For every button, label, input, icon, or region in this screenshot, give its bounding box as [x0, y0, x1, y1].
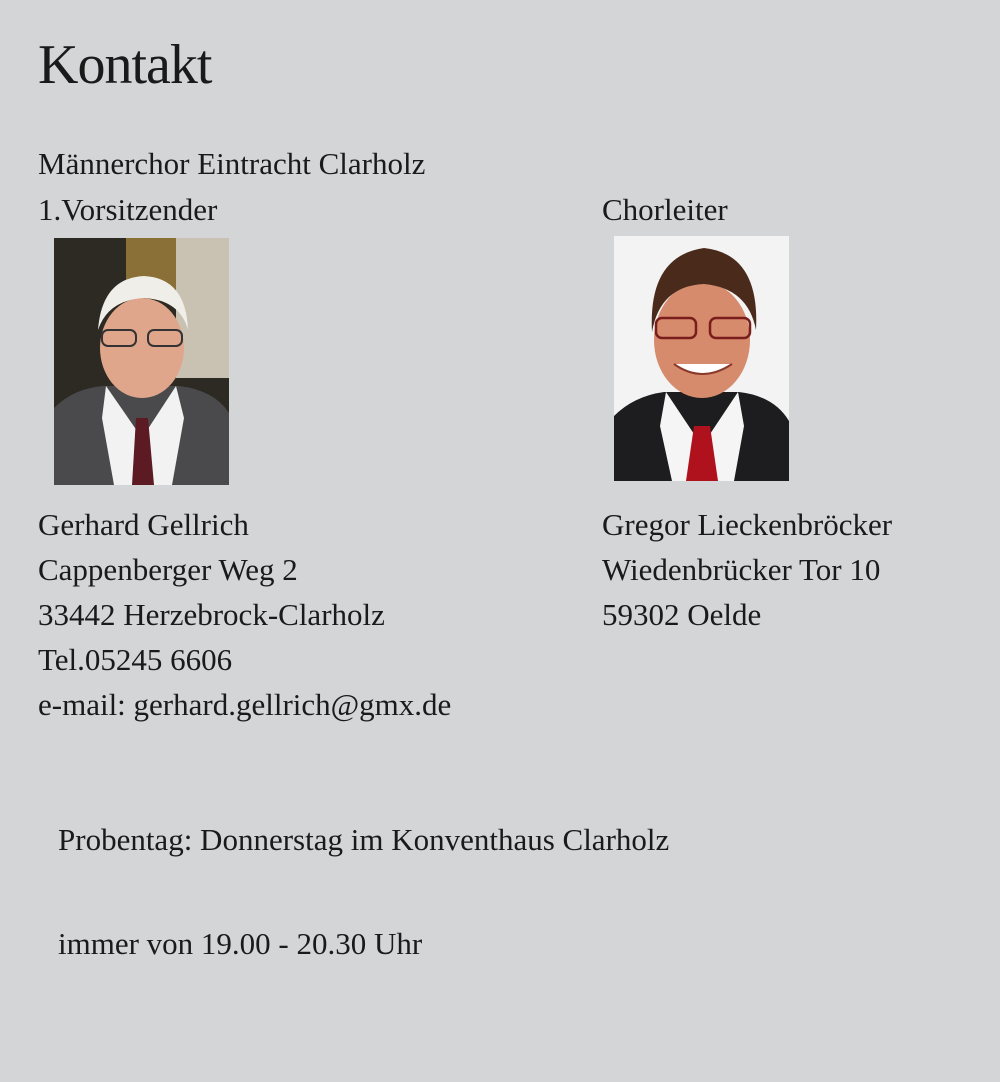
chairman-street: Cappenberger Weg 2: [38, 552, 298, 587]
chairman-phone: Tel.05245 6606: [38, 642, 233, 677]
rehearsal-time: immer von 19.00 - 20.30 Uhr: [58, 926, 423, 961]
chairman-role: 1.Vorsitzender: [38, 192, 218, 227]
organization-name: Männerchor Eintracht Clarholz: [38, 146, 426, 181]
page-title: Kontakt: [38, 34, 212, 96]
conductor-photo: [614, 236, 789, 481]
chairman-email[interactable]: e-mail: gerhard.gellrich@gmx.de: [38, 687, 452, 722]
chairman-city: 33442 Herzebrock-Clarholz: [38, 597, 385, 632]
chairman-photo: [54, 238, 229, 485]
conductor-city: 59302 Oelde: [602, 597, 762, 632]
conductor-street: Wiedenbrücker Tor 10: [602, 552, 881, 587]
conductor-name: Gregor Lieckenbröcker: [602, 507, 893, 542]
conductor-role: Chorleiter: [602, 192, 728, 227]
rehearsal-day: Probentag: Donnerstag im Konventhaus Clarholz: [58, 822, 670, 857]
chairman-name: Gerhard Gellrich: [38, 507, 249, 542]
